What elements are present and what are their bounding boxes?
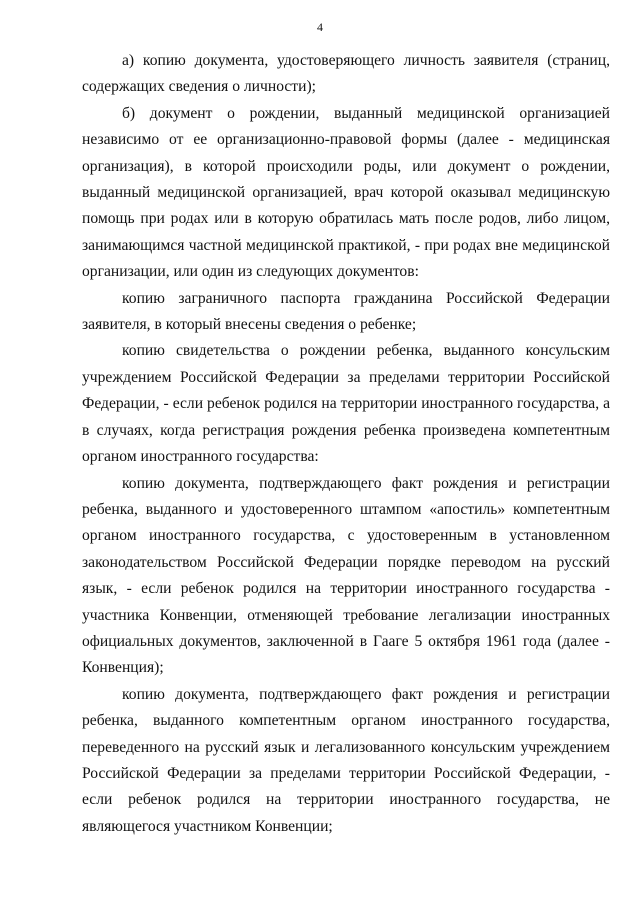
paragraph-legalized-document: копию документа, подтверждающего факт рождения и регистрации ребенка, выданного компетентным органом иностранного государства, переведенного на русский язык и легализованного консульским учреждением Российской Федерации за пределами территории Российской Федерации, - если ребенок родился на территории иностранного государства, не являющегося участником Конвенции; bbox=[82, 685, 610, 835]
paragraph-apostille-document: копию документа, подтверждающего факт рождения и регистрации ребенка, выданного и удостоверенного штампом «апостиль» компетентным органом иностранного государства, с удостоверенным в установленном законодательством Российской Федерации порядке переводом на русский язык, - если ребенок родился на территории иностранного государства - участника Конвенции, отменяющей требование легализации иностранных официальных документов, заключенной в Гааге 5 октября 1961 года (далее - Конвенция); bbox=[82, 474, 610, 677]
paragraph-birth-document: б) документ о рождении, выданный медицинской организацией независимо от ее организационно-правовой формы (далее - медицинская организация), в которой происходили роды, или документ о рождении, выданный медицинской организацией, врач которой оказывал медицинскую помощь при родах или в которую обратилась мать после родов, либо лицом, занимающимся частной медицинской практикой, - при родах вне медицинской организации, или один из следующих документов: bbox=[82, 104, 610, 281]
paragraph-foreign-passport: копию заграничного паспорта гражданина Российской Федерации заявителя, в который внесены сведения о ребенке; bbox=[82, 289, 610, 334]
paragraph-identity-document: а) копию документа, удостоверяющего личность заявителя (страниц, содержащих сведения о личности); bbox=[82, 52, 610, 96]
document-body bbox=[82, 48, 610, 840]
page-number: 4 bbox=[317, 20, 323, 34]
paragraph-consular-certificate: копию свидетельства о рождении ребенка, выданного консульским учреждением Российской Федерации за пределами территории Российской Федерации, - если ребенок родился на территории иностранного государства, а в случаях, когда регистрация рождения ребенка произведена компетентным органом иностранного государства: bbox=[82, 342, 610, 466]
